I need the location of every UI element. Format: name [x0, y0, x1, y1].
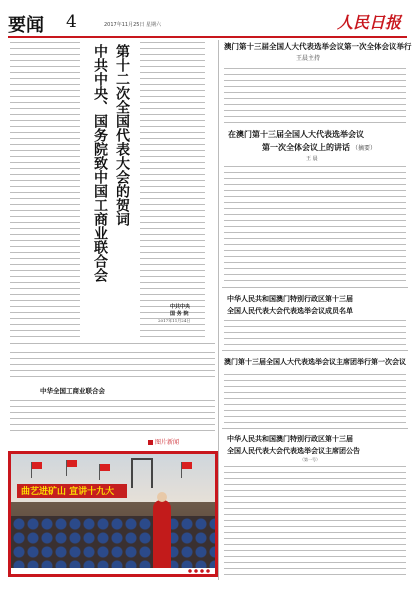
right-top-body [224, 66, 406, 124]
performer-head [157, 492, 167, 502]
right-rule-3 [222, 428, 408, 429]
speech-headline-line1: 在澳门第十三届全国人大代表选举会议 [228, 129, 364, 139]
speech-byline: 王 晨 [306, 156, 318, 162]
flag [67, 460, 77, 467]
member-list-headline-1: 中华人民共和国澳门特别行政区第十三届 [227, 294, 353, 303]
right-rule-2 [222, 350, 408, 351]
article-body-left [10, 40, 80, 340]
flag [100, 464, 110, 471]
flag [182, 462, 192, 469]
announcement-note: （第一号） [300, 457, 320, 462]
masthead-logo: 人民日报 [336, 13, 401, 32]
section-name: 要闻 [8, 15, 44, 36]
performer [153, 500, 171, 570]
right-top-byline: 王晨主持 [296, 55, 321, 62]
mine-tower [131, 458, 153, 488]
presidium-headline: 澳门第十三届全国人大代表选举会议主席团举行第一次会议 [224, 357, 406, 366]
photo-news-tag: 图片新闻 [148, 437, 179, 446]
left-headline-line1: 第十二次全国代表大会的贺词 [114, 44, 130, 226]
column-divider [218, 40, 219, 580]
banner-text: 曲艺进矿山 宣讲十九大 [21, 487, 115, 497]
member-list-body [224, 318, 406, 348]
member-list-headline-2: 全国人民代表大会代表选举会议成员名单 [227, 306, 353, 315]
bottom-left-body-2 [10, 398, 215, 434]
speech-headline-note: （摘要） [352, 145, 377, 152]
presidium-body [224, 372, 406, 424]
photo-pager-dots [187, 569, 211, 573]
news-photo [8, 451, 218, 577]
announcement-headline-2: 全国人民代表大会代表选举会议主席团公告 [227, 446, 360, 455]
left-section-rule [10, 343, 215, 344]
issue-date: 2017年11月25日 星期六 [104, 22, 162, 28]
sign-org: 中共中央 [170, 304, 191, 310]
speech-body [224, 164, 406, 284]
bottom-left-body [10, 350, 215, 380]
announcement-body [224, 464, 406, 576]
miners-crowd [11, 516, 215, 574]
right-rule-1 [222, 287, 408, 288]
announcement-headline-1: 中华人民共和国澳门特别行政区第十三届 [227, 434, 353, 443]
sign-date: 2017年11月24日 [158, 318, 191, 323]
sign-org-2: 国 务 院 [170, 311, 189, 317]
article-body-left-2 [140, 40, 205, 340]
bottom-left-headline: 中华全国工商业联合会 [40, 387, 105, 395]
speech-headline-line2: 第一次全体会议上的讲话 [262, 142, 350, 152]
flag [32, 462, 42, 469]
left-headline-line2: 中共中央、国务院致中国工商业联合会 [92, 44, 108, 282]
page-number: 4 [66, 12, 77, 32]
page-header [8, 8, 407, 38]
right-top-headline: 澳门第十三届全国人大代表选举会议第一次全体会议举行 [224, 42, 412, 51]
